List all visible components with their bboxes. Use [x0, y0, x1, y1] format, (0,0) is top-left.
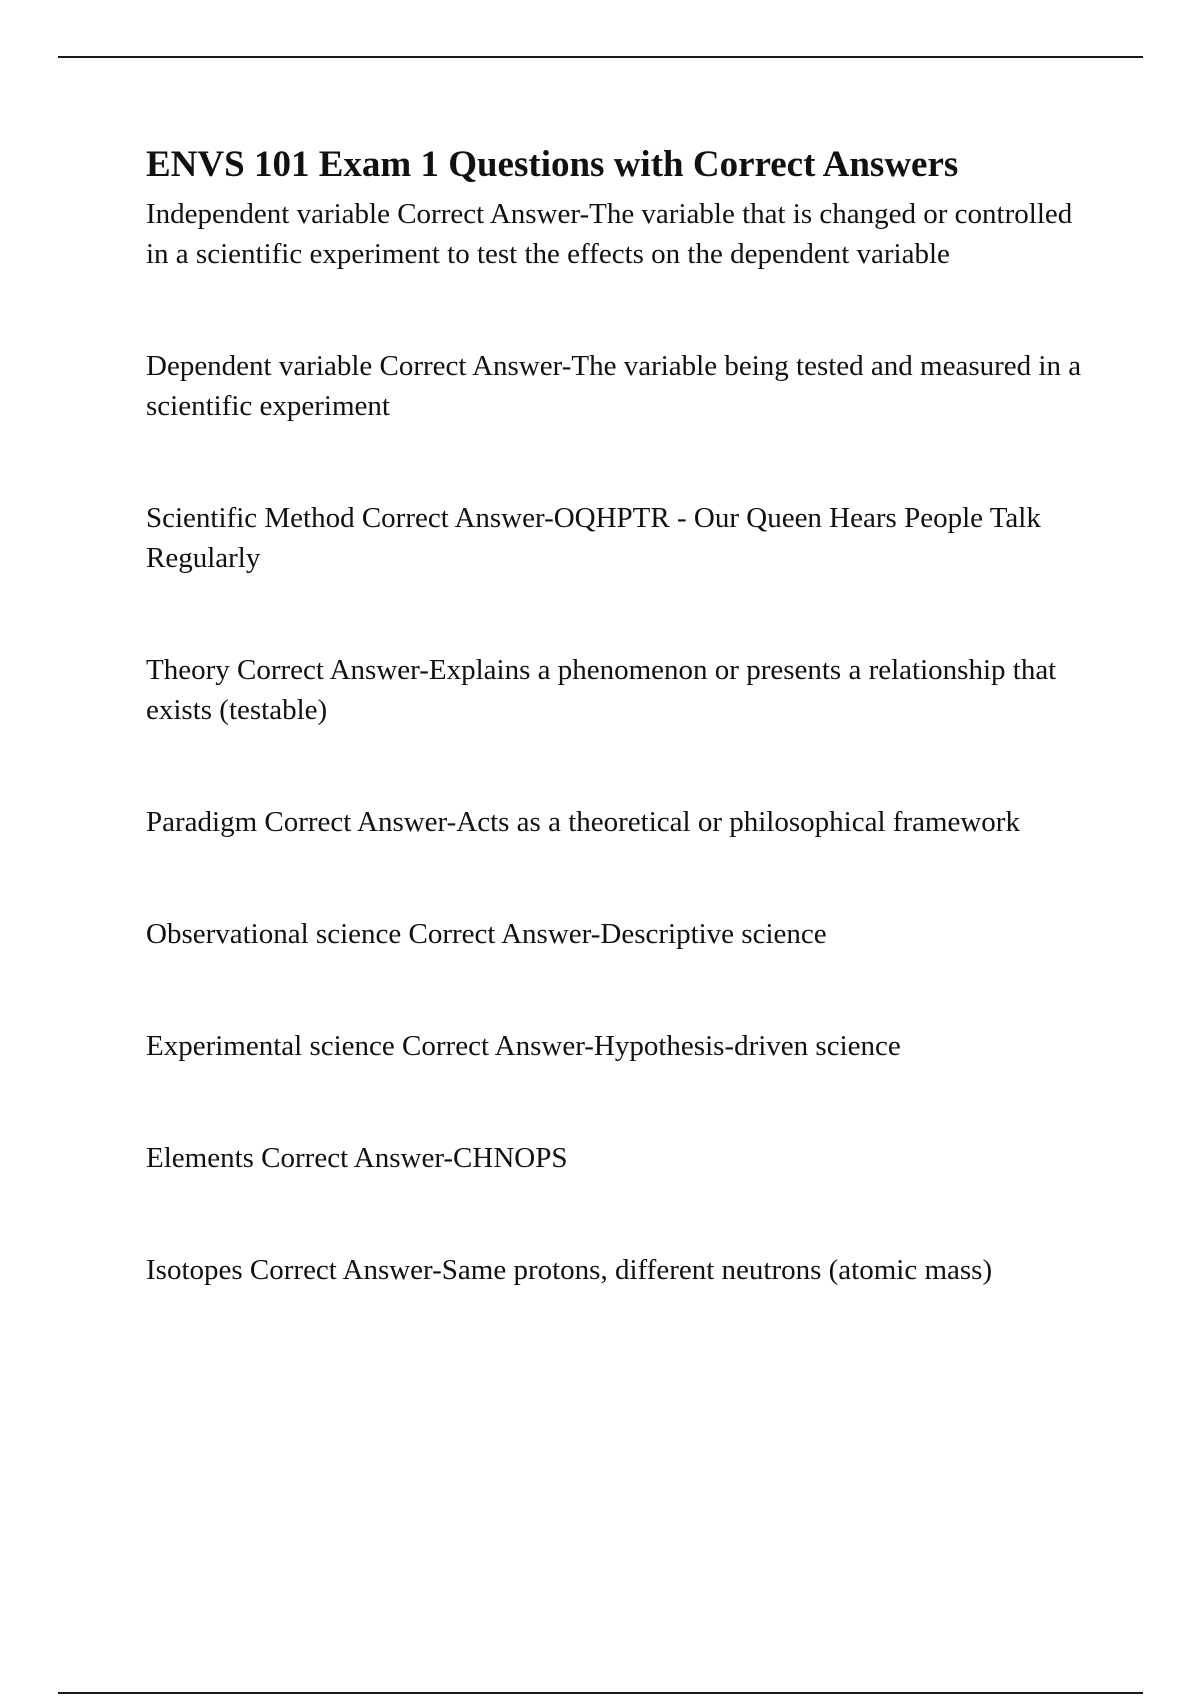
header-divider [58, 56, 1143, 58]
qa-entry-isotopes: Isotopes Correct Answer-Same protons, different neutrons (atomic mass) [146, 1254, 993, 1286]
qa-list [146, 194, 1086, 1290]
qa-entry-independent-variable: Independent variable Correct Answer-The variable that is changed or controlled in a scientific experiment to test the effects on the dependent variable [146, 198, 1073, 270]
qa-entry-dependent-variable: Dependent variable Correct Answer-The variable being tested and measured in a scientific experiment [146, 350, 1082, 422]
qa-entry-scientific-method: Scientific Method Correct Answer-OQHPTR - Our Queen Hears People Talk Regularly [146, 502, 1041, 574]
qa-entry-elements: Elements Correct Answer-CHNOPS [146, 1142, 568, 1174]
qa-entry-paradigm: Paradigm Correct Answer-Acts as a theoretical or philosophical framework [146, 806, 1020, 838]
qa-entry-experimental-science: Experimental science Correct Answer-Hypothesis-driven science [146, 1030, 901, 1062]
qa-entry-observational-science: Observational science Correct Answer-Descriptive science [146, 918, 827, 950]
document-title: ENVS 101 Exam 1 Questions with Correct Answers [146, 144, 959, 185]
document-body [146, 140, 1086, 1290]
qa-entry-theory: Theory Correct Answer-Explains a phenomenon or presents a relationship that exists (testable) [146, 654, 1057, 726]
footer-divider [58, 1692, 1143, 1694]
